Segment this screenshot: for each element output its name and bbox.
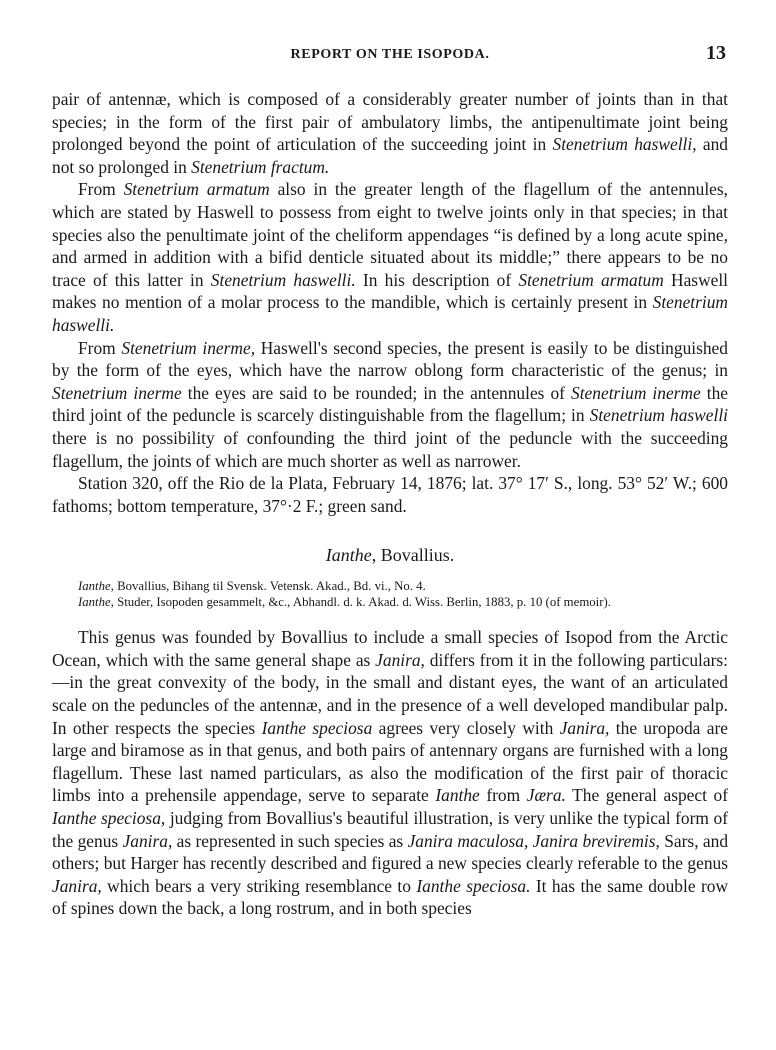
running-head	[52, 42, 728, 66]
running-title: REPORT ON THE ISOPODA.	[290, 47, 490, 62]
paragraph-inerme: From Stenetrium inerme, Haswell's second species, the present is easily to be distinguished by the form of the eyes, which have the narrow oblong form characteristic of the genus; in Stenetrium inerme the eyes are said to be rounded; in the antennules of Stenetrium inerme the third joint of the peduncle is scarcely distinguishable from the flagellum; in Stenetrium haswelli there is no possibility of confounding the third joint of the peduncle with the succeeding flagellum, the joints of which are much shorter as well as narrower.	[52, 337, 729, 471]
page-number: 13	[706, 42, 726, 64]
section-heading	[52, 545, 728, 566]
body-text	[52, 88, 728, 920]
station-record: Station 320, off the Rio de la Plata, February 14, 1876; lat. 37° 17′ S., long. 53° 52′ W.; 600 fathoms; bottom temperature, 37°·2 F.; green sand.	[52, 473, 728, 516]
reference-list	[52, 578, 728, 610]
paragraph-armatum: From Stenetrium armatum also in the greater length of the flagellum of the antennules, which are stated by Haswell to possess from eight to twelve joints only in that species; in that species also the penultimate joint of the cheliform appendages “is defined by a long acute spine, and armed in addition with a bifid denticle situated about its middle;” there appears to be no trace of this latter in Stenetrium haswelli. In his description of Stenetrium armatum Haswell makes no mention of a molar process to the mandible, which is certainly present in Stenetrium haswelli.	[52, 179, 729, 335]
paragraph-genus-description: This genus was founded by Bovallius to include a small species of Isopod from the Arctic Ocean, which with the same general shape as Janira, differs from it in the following particulars:—in the great convexity of the body, in the small and distant eyes, the want of an articulated scale on the peduncles of the antennæ, and in the presence of a well developed mandibular palp. In other respects the species Ianthe speciosa agrees very closely with Janira, the uropoda are large and biramose as in that genus, and both pairs of antennary organs are furnished with a long flagellum. These last named particulars, as also the modification of the first pair of thoracic limbs into a prehensile appendage, serve to separate Ianthe from Jæra. The general aspect of Ianthe speciosa, judging from Bovallius's beautiful illustration, is very unlike the typical form of the genus Janira, as represented in such species as Janira maculosa, Janira breviremis, Sars, and others; but Harger has recently described and figured a new species clearly referable to the genus Janira, which bears a very striking resemblance to Ianthe speciosa. It has the same double row of spines down the back, a long rostrum, and in both species	[52, 627, 729, 919]
genus-authority: , Bovallius.	[371, 545, 455, 566]
reference-item: Ianthe, Bovallius, Bihang til Svensk. Vetensk. Akad., Bd. vi., No. 4.	[78, 579, 426, 594]
paragraph-continued: pair of antennæ, which is composed of a considerably greater number of joints than in that species; in the form of the first pair of ambulatory limbs, the antipenultimate joint being prolonged beyond the point of articulation of the succeeding joint in Stenetrium haswelli, and not so prolonged in Stenetrium fractum.	[52, 89, 728, 177]
genus-name: Ianthe	[325, 545, 372, 566]
reference-item: Ianthe, Studer, Isopoden gesammelt, &c., Abhandl. d. k. Akad. d. Wiss. Berlin, 1883, p. 10 (of memoir).	[78, 595, 611, 610]
